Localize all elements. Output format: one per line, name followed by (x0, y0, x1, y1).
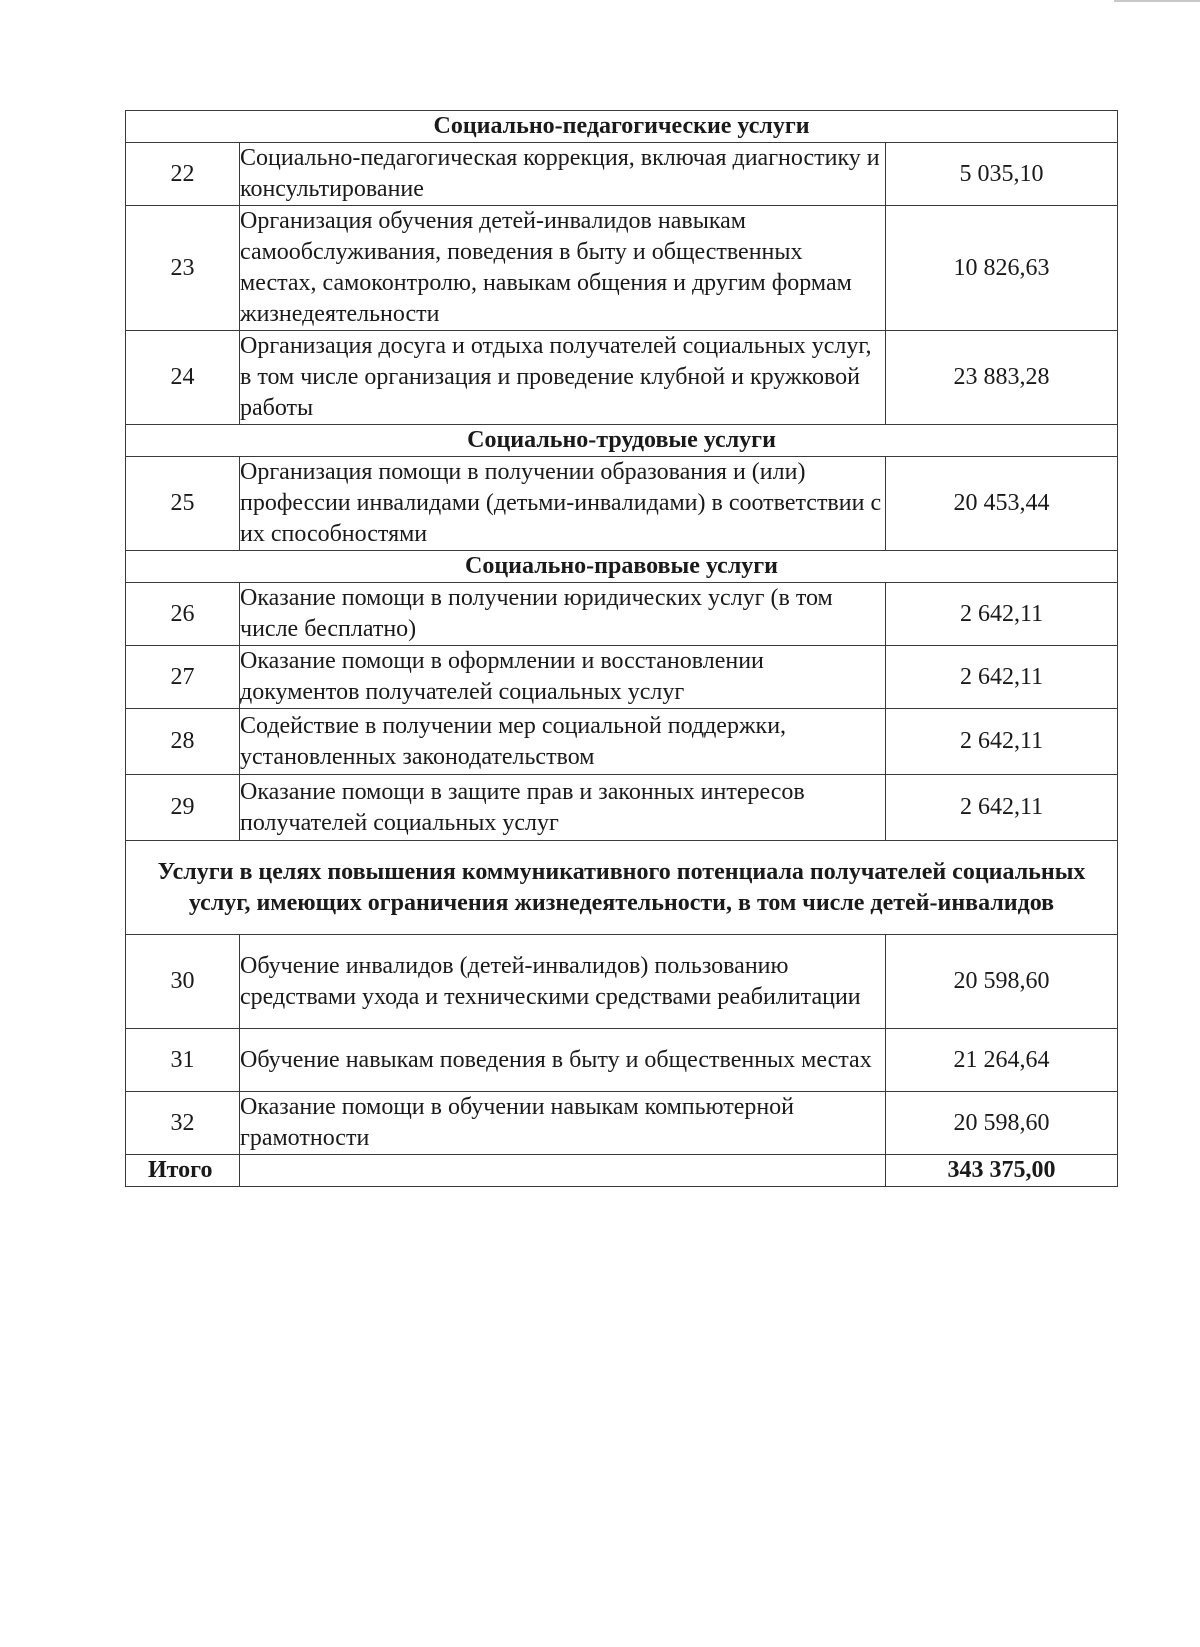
service-row (126, 331, 1118, 425)
service-name: Оказание помощи в получении юридических услуг (в том числе бесплатно) (240, 583, 886, 646)
scan-artifact (1114, 0, 1200, 10)
section-title: Социально-трудовые услуги (126, 425, 1118, 457)
service-price: 20 598,60 (886, 935, 1118, 1029)
service-number: 25 (126, 457, 240, 551)
service-row (126, 457, 1118, 551)
service-name: Содействие в получении мер социальной поддержки, установленных законодательством (240, 709, 886, 775)
section-title: Социально-правовые услуги (126, 551, 1118, 583)
service-number: 30 (126, 935, 240, 1029)
service-row (126, 1029, 1118, 1092)
service-row (126, 935, 1118, 1029)
service-price: 2 642,11 (886, 646, 1118, 709)
service-price: 20 453,44 (886, 457, 1118, 551)
service-number: 29 (126, 775, 240, 841)
section-title: Социально-педагогические услуги (126, 111, 1118, 143)
service-name: Социально-педагогическая коррекция, включая диагностику и консультирование (240, 143, 886, 206)
service-row (126, 709, 1118, 775)
total-value: 343 375,00 (886, 1155, 1118, 1187)
service-number: 24 (126, 331, 240, 425)
total-empty-cell (240, 1155, 886, 1187)
service-number: 31 (126, 1029, 240, 1092)
service-name: Оказание помощи в защите прав и законных интересов получателей социальных услуг (240, 775, 886, 841)
service-number: 27 (126, 646, 240, 709)
service-row (126, 1092, 1118, 1155)
table-body (126, 111, 1118, 1155)
section-header-row (126, 551, 1118, 583)
service-row (126, 775, 1118, 841)
service-row (126, 206, 1118, 331)
service-name: Оказание помощи в оформлении и восстановлении документов получателей социальных услуг (240, 646, 886, 709)
section-title: Услуги в целях повышения коммуникативного потенциала получателей социальных услуг, имеющих ограничения жизнедеятельности, в том числе детей-инвалидов (126, 841, 1118, 935)
service-price: 10 826,63 (886, 206, 1118, 331)
service-name: Оказание помощи в обучении навыкам компьютерной грамотности (240, 1092, 886, 1155)
service-price: 21 264,64 (886, 1029, 1118, 1092)
service-number: 28 (126, 709, 240, 775)
service-row (126, 646, 1118, 709)
service-price: 23 883,28 (886, 331, 1118, 425)
service-number: 23 (126, 206, 240, 331)
section-header-row (126, 841, 1118, 935)
service-price: 2 642,11 (886, 775, 1118, 841)
service-number: 32 (126, 1092, 240, 1155)
service-number: 22 (126, 143, 240, 206)
service-number: 26 (126, 583, 240, 646)
section-header-row (126, 111, 1118, 143)
total-row (126, 1155, 1118, 1187)
service-row (126, 143, 1118, 206)
service-name: Обучение навыкам поведения в быту и общественных местах (240, 1029, 886, 1092)
service-name: Обучение инвалидов (детей-инвалидов) пользованию средствами ухода и техническими средствами реабилитации (240, 935, 886, 1029)
section-header-row (126, 425, 1118, 457)
service-price: 20 598,60 (886, 1092, 1118, 1155)
service-price: 2 642,11 (886, 709, 1118, 775)
service-name: Организация обучения детей-инвалидов навыкам самообслуживания, поведения в быту и общественных местах, самоконтролю, навыкам общения и другим формам жизнедеятельности (240, 206, 886, 331)
service-row (126, 583, 1118, 646)
services-price-table (125, 110, 1118, 1187)
service-price: 2 642,11 (886, 583, 1118, 646)
service-name: Организация помощи в получении образования и (или) профессии инвалидами (детьми-инвалидами) в соответствии с их способностями (240, 457, 886, 551)
total-label: Итого (126, 1155, 240, 1187)
service-price: 5 035,10 (886, 143, 1118, 206)
service-name: Организация досуга и отдыха получателей социальных услуг, в том числе организация и проведение клубной и кружковой работы (240, 331, 886, 425)
